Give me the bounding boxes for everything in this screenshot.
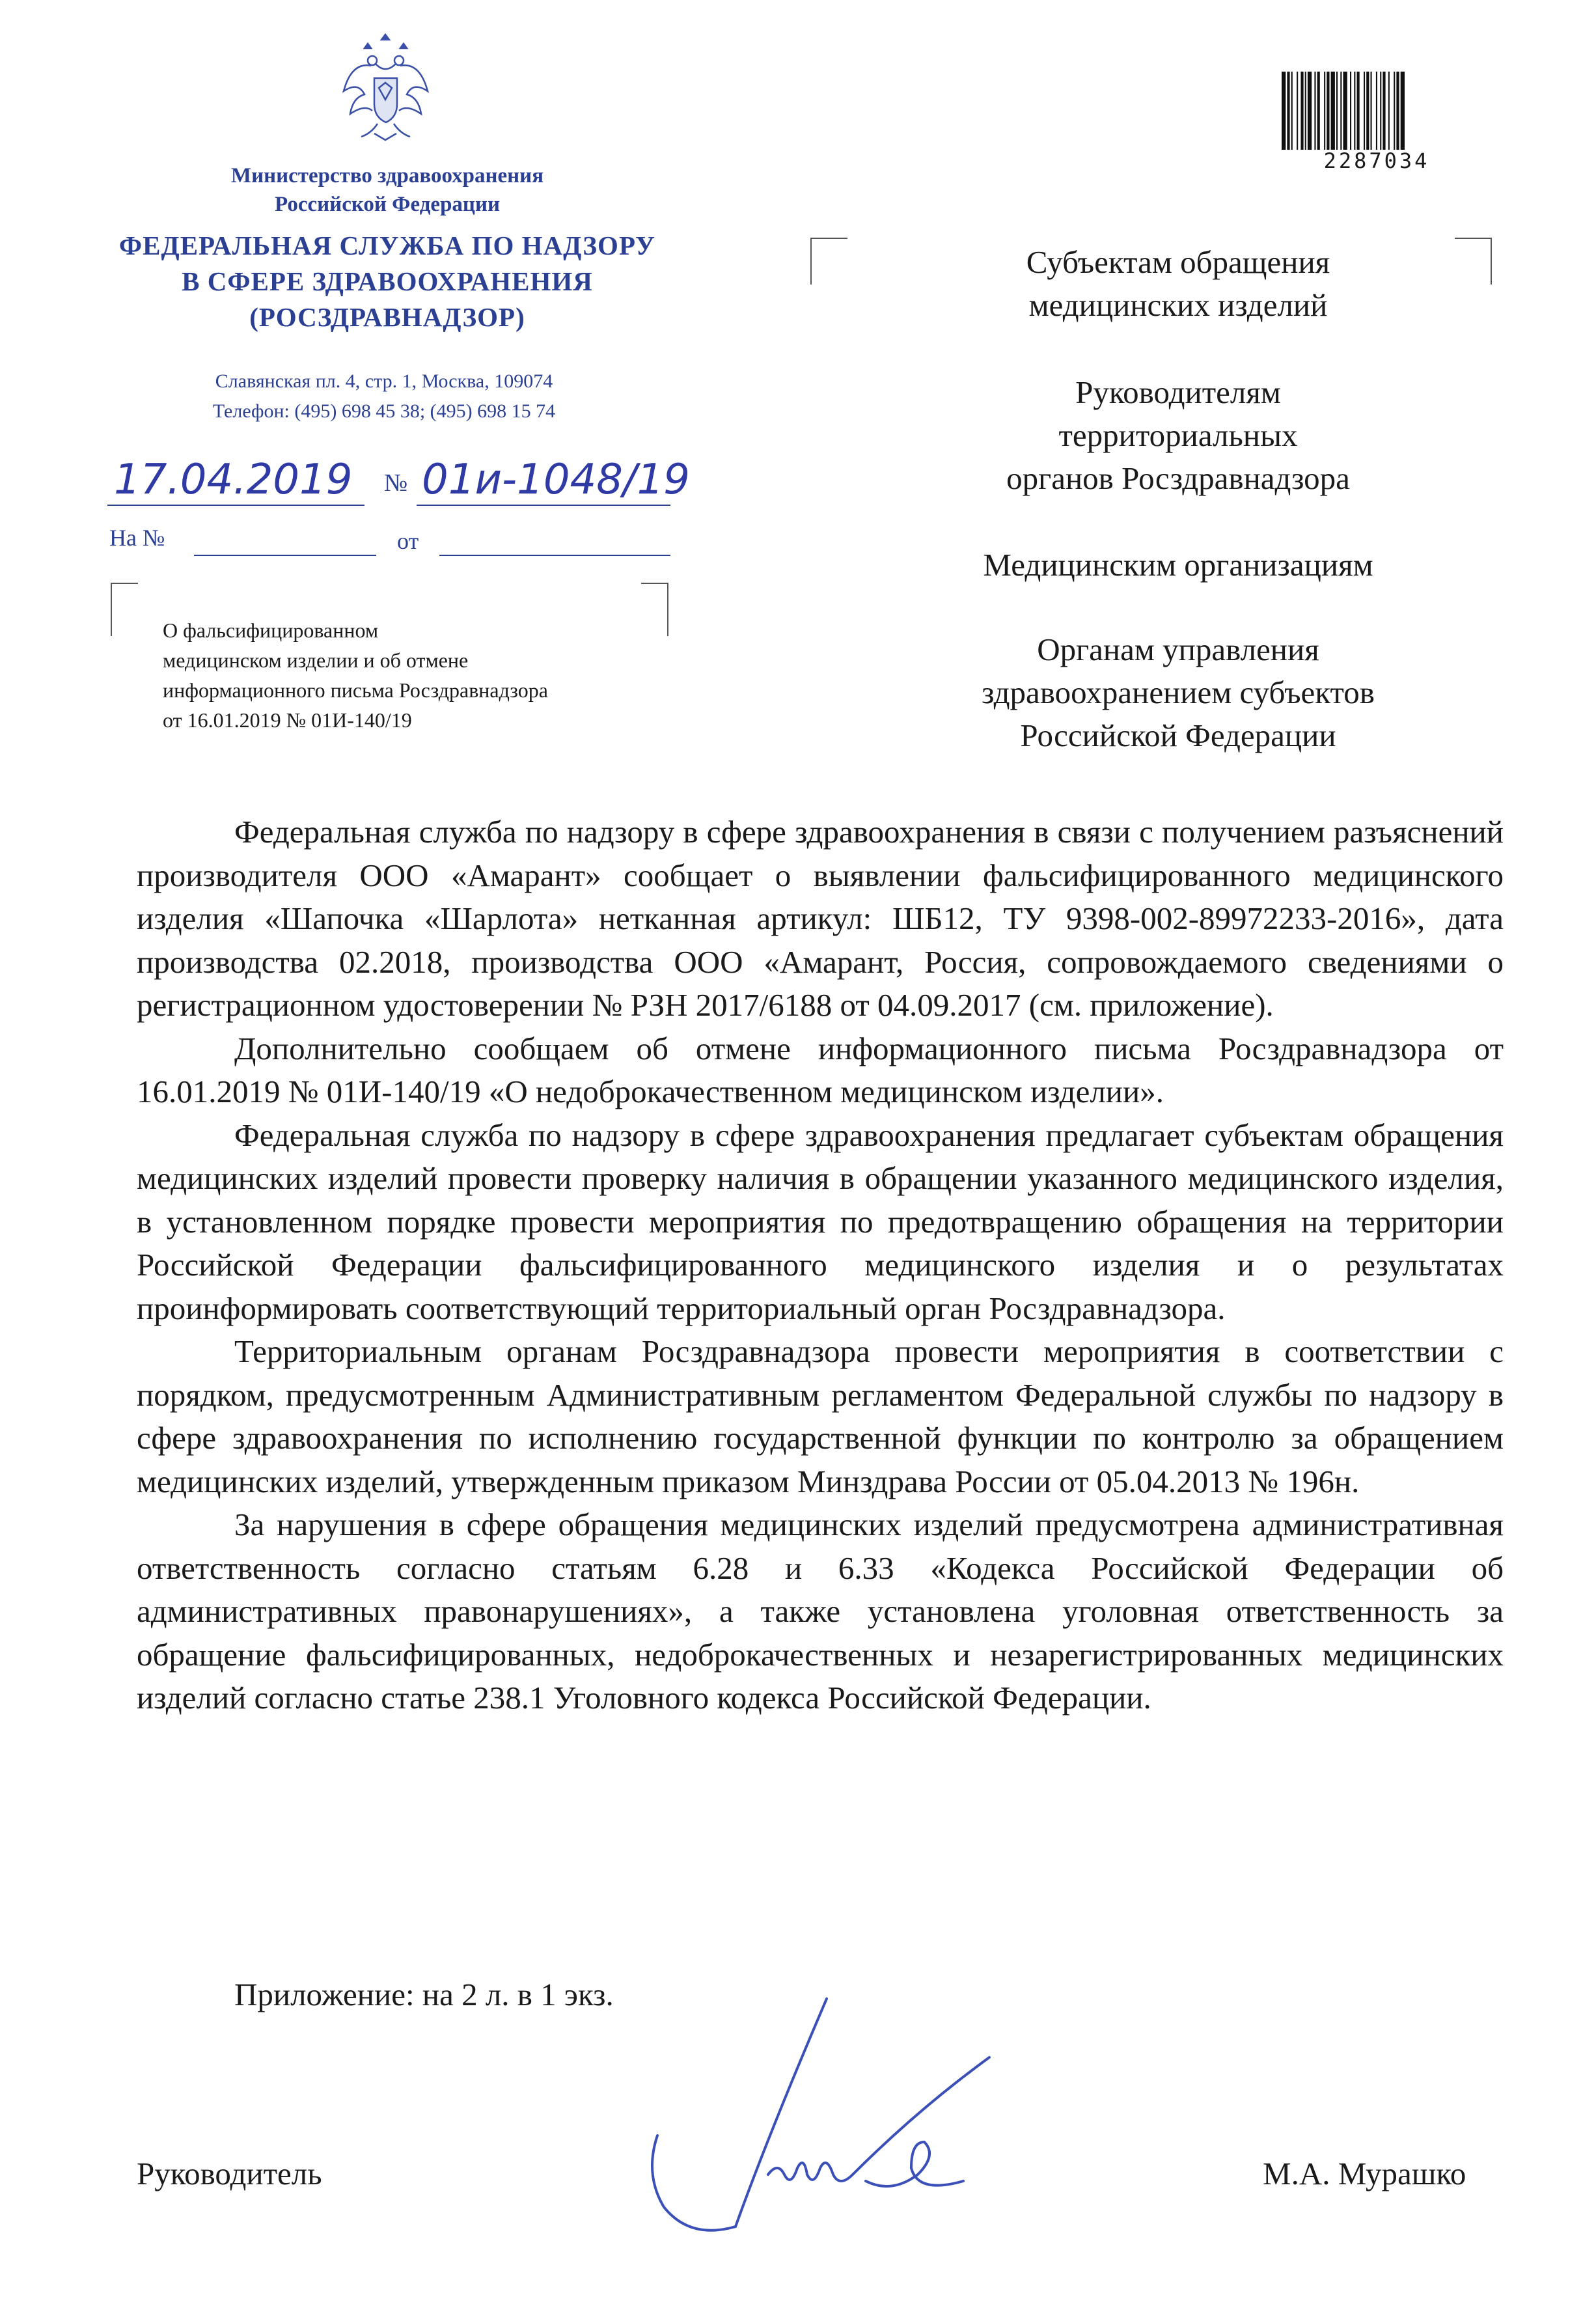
addressee-line: Субъектам обращения	[1026, 244, 1330, 280]
barcode-bar	[1287, 72, 1289, 150]
barcode-bar	[1282, 72, 1286, 150]
barcode	[1279, 65, 1474, 156]
letter-body	[137, 811, 1504, 1720]
barcode-bar	[1300, 72, 1303, 150]
agency-line: ФЕДЕРАЛЬНАЯ СЛУЖБА ПО НАДЗОРУ	[118, 230, 656, 260]
address-line: Славянская пл. 4, стр. 1, Москва, 109074	[215, 370, 553, 392]
address-line: Телефон: (495) 698 45 38; (495) 698 15 74	[212, 400, 556, 422]
reply-number-underline	[194, 555, 376, 556]
barcode-bar	[1340, 72, 1341, 150]
subject-line: медицинском изделии и об отмене	[163, 648, 469, 672]
agency-name	[85, 228, 690, 335]
barcode-bar	[1376, 72, 1377, 150]
barcode-bar	[1327, 72, 1329, 150]
addressee-line: территориальных	[1058, 417, 1298, 453]
ministry-line: Министерство здравоохранения	[230, 164, 544, 188]
addressee-line: медицинских изделий	[1028, 287, 1328, 323]
reply-date-underline	[439, 555, 670, 556]
addressee-corner-right	[1455, 238, 1492, 285]
addressee-block	[898, 544, 1458, 587]
addressee-line: Руководителям	[1075, 374, 1281, 410]
barcode-bar	[1324, 72, 1325, 150]
barcode-bar	[1317, 72, 1320, 150]
barcode-bar	[1394, 72, 1395, 150]
barcode-bar	[1371, 72, 1372, 150]
subject-corner-left	[111, 583, 138, 636]
body-paragraph: За нарушения в сфере обращения медицинских изделий предусмотрена административная ответственность согласно статьям 6.28 и 6.33 «Кодекса Российской Федерации об административных правонарушениях», а также установлена уголовная ответственность за обращение фальсифицированных, недоброкачественных и незарегистрированных медицинских изделий согласно статье 238.1 Уголовного кодекса Российской Федерации.	[137, 1507, 1504, 1716]
addressee-line: Российской Федерации	[1020, 717, 1336, 753]
barcode-bar	[1336, 72, 1338, 150]
appendix-note: Приложение: на 2 л. в 1 экз.	[234, 1977, 614, 2012]
barcode-bar	[1366, 72, 1369, 150]
barcode-bar	[1396, 72, 1399, 150]
body-paragraph: Территориальным органам Росздравнадзора провести мероприятия в соответствии с порядком, предусмотренным Административным регламентом Федеральной службы по надзору в сфере здравоохранения по исполнению государственной функции по контролю за обращением медицинских изделий, утвержденным приказом Минздрава России от 05.04.2013 № 196н.	[137, 1333, 1504, 1499]
coat-of-arms-icon	[338, 29, 433, 150]
registration-date: 17.04.2019	[114, 456, 353, 504]
body-paragraph: Федеральная служба по надзору в сфере здравоохранения предлагает субъектам обращения медицинских изделий провести проверку наличия в обращении указанного медицинского изделия, в установленном порядке провести мероприятия по предотвращению обращения на территории Российской Федерации фальсифицированного медицинского изделия и о результатах проинформировать соответствующий территориальный орган Росздравнадзора.	[137, 1117, 1504, 1326]
addressee-line: здравоохранением субъектов	[982, 674, 1375, 710]
addressee-line: Органам управления	[1037, 632, 1319, 667]
barcode-bar	[1401, 72, 1405, 150]
number-underline	[417, 505, 670, 506]
barcode-bar	[1331, 72, 1335, 150]
barcode-bar	[1350, 72, 1351, 150]
reply-to-label: На №	[109, 525, 165, 551]
body-paragraph: Дополнительно сообщаем об отмене информационного письма Росздравнадзора от 16.01.2019 № 01И-140/19 «О недоброкачественном медицинском изделии».	[137, 1030, 1504, 1109]
barcode-bar	[1388, 72, 1390, 150]
addressee-block	[898, 628, 1458, 757]
subject-line: информационного письма Росздравнадзора	[163, 678, 548, 702]
addressee-block	[898, 241, 1458, 327]
body-paragraph: Федеральная служба по надзору в сфере здравоохранения в связи с получением разъяснений производителя ООО «Амарант» сообщает о выявлении фальсифицированного медицинского изделия «Шапочка «Шарлота» нетканная артикул: ШБ12, ТУ 9398-002-89972233-2016», дата производства 02.2018, производства ООО «Амарант, Россия, сопровождаемого сведениями о регистрационном удостоверении № РЗН 2017/6188 от 04.09.2017 (см. приложение).	[137, 814, 1504, 1023]
barcode-bar	[1380, 72, 1381, 150]
barcode-number: 2287034	[1323, 148, 1430, 173]
subject-line: от 16.01.2019 № 01И-140/19	[163, 708, 412, 732]
registration-number-label: №	[384, 469, 408, 497]
addressee-line: органов Росздравнадзора	[1006, 460, 1350, 496]
barcode-bar	[1357, 72, 1360, 150]
reply-date-label: от	[397, 528, 419, 554]
agency-line: (РОСЗДРАВНАДЗОР)	[249, 302, 525, 332]
barcode-bar	[1314, 72, 1315, 150]
date-underline	[107, 505, 365, 506]
agency-address	[124, 367, 644, 426]
addressee-block	[898, 371, 1458, 500]
barcode-bar	[1364, 72, 1365, 150]
signer-name: М.А. Мурашко	[1263, 2156, 1466, 2191]
signer-title: Руководитель	[137, 2156, 322, 2191]
ministry-line: Российской Федерации	[275, 193, 500, 216]
addressee-corner-left	[810, 238, 847, 285]
agency-line: В СФЕРЕ ЗДРАВООХРАНЕНИЯ	[182, 266, 593, 296]
registration-number: 01и-1048/19	[422, 456, 690, 504]
ministry-name	[150, 161, 625, 219]
handwritten-signature-icon	[638, 1979, 1067, 2253]
letter-subject	[163, 615, 696, 735]
barcode-bar	[1305, 72, 1306, 150]
barcode-bar	[1383, 72, 1385, 150]
barcode-bar	[1291, 72, 1293, 150]
barcode-bar	[1308, 72, 1312, 150]
barcode-bar	[1354, 72, 1355, 150]
subject-line: О фальсифицированном	[163, 619, 379, 642]
barcode-bar	[1343, 72, 1347, 150]
addressee-line: Медицинским организациям	[983, 547, 1373, 583]
barcode-bar	[1297, 72, 1298, 150]
